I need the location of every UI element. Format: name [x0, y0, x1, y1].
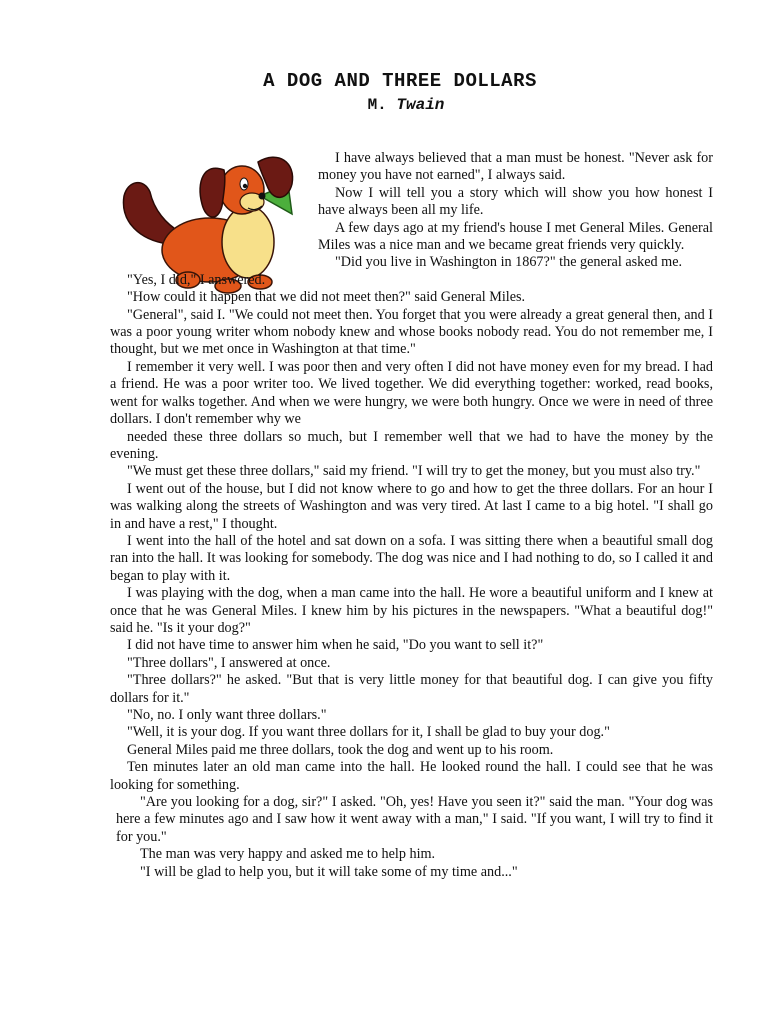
- paragraph: A few days ago at my friend's house I met General Miles. General Miles was a nice man and we became great friends very quickly.: [318, 219, 713, 254]
- author-initial: M.: [367, 96, 387, 114]
- paragraph: "General", said I. "We could not meet then. You forget that you were already a great general then, and I was a poor young writer whom nobody knew and whose books nobody read. You do not remember me, I thought, but we met once in Washington at that time.": [110, 306, 713, 358]
- story-title: A DOG AND THREE DOLLARS: [263, 70, 537, 92]
- author-surname: Twain: [396, 96, 445, 114]
- paragraph: I was playing with the dog, when a man came into the hall. He wore a beautiful uniform and I knew at once that he was General Miles. I knew him by his pictures in the newspapers. "What a beautiful dog!" said he. "Is it your dog?": [110, 585, 713, 636]
- paragraph: I went into the hall of the hotel and sat down on a sofa. I was sitting there when a beautiful small dog ran into the hall. It was looking for somebody. The dog was nice and I had nothing to do, so I called it and began to play with it.: [110, 532, 713, 584]
- paragraph: I did not have time to answer him when he said, "Do you want to sell it?": [127, 637, 544, 654]
- paragraph: "Three dollars?" he asked. "But that is very little money for that beautiful dog. I can give you fifty dollars for it.": [110, 672, 713, 706]
- story-body: [110, 150, 713, 881]
- paragraph: "I will be glad to help you, but it will take some of my time and...": [140, 863, 518, 880]
- paragraph: Ten minutes later an old man came into the hall. He looked round the hall. I could see that he was looking for something.: [110, 759, 713, 793]
- paragraph: Now I will tell you a story which will show you how honest I have always been all my life.: [318, 184, 713, 219]
- paragraph: "No, no. I only want three dollars.": [127, 707, 327, 723]
- paragraph: General Miles paid me three dollars, took the dog and went up to his room.: [127, 741, 554, 758]
- paragraph: I have always believed that a man must be honest. "Never ask for money you have not earned", I always said.: [318, 150, 713, 184]
- paragraph: "Are you looking for a dog, sir?" I asked. "Oh, yes! Have you seen it?" said the man. "Your dog was here a few minutes ago and I saw how it went away with a man," I said. "If you want, I will try to find it for you.": [116, 794, 713, 845]
- author-line: [0, 96, 768, 114]
- paragraph: needed these three dollars so much, but I remember well that we had to have the money by the evening.: [110, 428, 713, 462]
- paragraph: "We must get these three dollars," said my friend. "I will try to get the money, but you must also try.": [127, 463, 701, 480]
- paragraph: "Did you live in Washington in 1867?" the general asked me.: [335, 254, 683, 271]
- paragraph: "How could it happen that we did not meet then?" said General Miles.: [127, 289, 526, 306]
- paragraph: The man was very happy and asked me to help him.: [140, 846, 436, 863]
- paragraph: I remember it very well. I was poor then and very often I did not have money even for my bread. I had a friend. He was a poor writer too. We lived together. We did everything together: worked, read books, went for walks together. And when we were hungry, we were both hungry. Once we were in need of three dollars. I don't remember why we: [110, 358, 713, 428]
- paragraph: I went out of the house, but I did not know where to go and how to get the three dollars. For an hour I was walking along the streets of Washington and was very tired. At last I came to a big hotel. "I shall go in and have a rest," I thought.: [110, 480, 713, 532]
- paragraph: "Yes, I did," I answered.: [127, 271, 266, 288]
- paragraph: "Three dollars", I answered at once.: [127, 654, 331, 671]
- paragraph: "Well, it is your dog. If you want three dollars for it, I shall be glad to buy your dog.": [127, 724, 610, 741]
